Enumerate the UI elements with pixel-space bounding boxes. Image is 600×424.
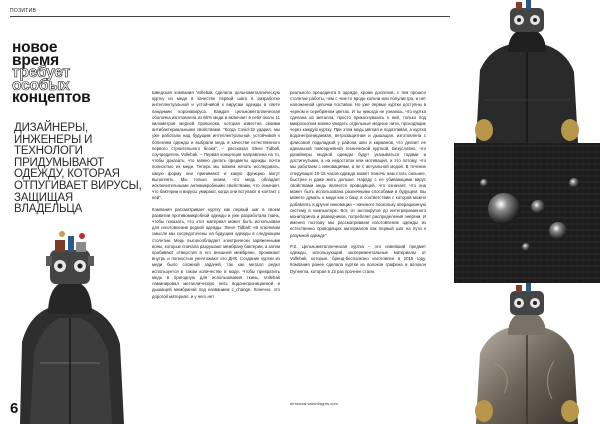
article-paragraph: Компания рассматривает куртку как первый шаг в своем развитии противомикробной одежды и уже разработала ткань, чтобы показать, что этот материал может быть использован для изготовления редкой одежды. Steve Tidball: «В ключевом смысле мы сосредоточены на будущем одежды в следующем столетии. Медь высокообладает электрически заряженными ионы, которые сначала разрушают мембрану бактерии, а затем пробивают отверстия в его внешней мембране, проникают внутрь и полностью уничтожают его ДНК. Создание куртки из меди было сложной задачей, так как металл редко используется в таком количестве в моде. Чтобы превратить медь в пригодную для использования ткань, Vollebak ламинировал металлическую нить водонепроницаемой и дышащей мембраной под названием c_change. Конечно, это дорогой материал, и у него нет [152,206,280,299]
article-paragraph: реального прецедента в одежде, кроме доспехов, с тем прошло столетие работы, чем с чем-то вроде кольчи или популистра, и нет наложенной цепочки поставок. Но уже первые куртки доступны в черном и серебряном цветах. И ты никогда не узнаешь, что куртка сделана из металла, просто прикоснувшись к ней, только под микроскопом можно увидеть отдельные медные нити, проходящие через каждую куртку. При этом медь мягкая и податливая, а куртка водонепроницаемая, ветрозащитная и дышащая, изготовлена с флисовой подкладкой у района шеи и карманов, что делает ее идеальной повседневной технической курткой. Безусловно, что дизайнеры модной одежды будут указываться годами и достигнутыми, а на недостаток или мотивация, и это потому, что мы работаем с инновациями, а не с актуальной модой. В течение следующих 10-15 часов одежда может помочь нам стать сильнее, быстрее и даже жить дольше. Наряду с ее убивающими вирус свойствами медь является проводящей, что означает, что она может быть использована различными способами в будущем. Вы можете думать о меди как о базу, в соответствии с которой можно добавлять и другие инновации – начиного поскольку операционную систему в компьютере. Вот, от экспокругов до интегрированного мониторинга и разведчиков, потребляет распределения энергии. И именно поэтому мы рассматриваем изготовление одежды из естественно проводящих материалов как первый шаг на пути к разумной одежде". [290,90,426,238]
jacket-photo-front [0,222,140,424]
subheadline: ДИЗАЙНЕРЫ, ИНЖЕНЕРЫ И ТЕХНОЛОГИ ПРИДУМЫВАЮТ ОДЕЖДУ, КОТОРАЯ ОТПУГИВАЕТ ВИРУСЫ, ЗАЩИЩАЯ ВЛАДЕЛЬЦА [14,122,142,216]
article-column-1 [152,90,280,305]
article-paragraph: Шведская компания Vollebak сделала цельнометаллическую куртку из меди в качестве первой шага в разработке интеллектуальной и устойчивой к вирусам одежды в свете пандемии коронавируса. Каждая цельнометаллическая оболочка изготовлена из 65% меди и включает в себя около 11 километров медной проволоки, которая известна своими антибактериальными свойствами. "Когда Covid-19 ударил, мы уже работали над будущим интеллектуальной, устойчивой к болезням одежды и выбрали медь в качестве естественного первого строительного блока", – рассказал Steve Tidball, соучредитель Vollebak. – Первая концепция направлена на то, чтобы доказать, что можно делать предметы одежды почти полностью из меди. Теперь мы можем начать исследовать, какую форму они принимают и какую функцию могут выполнять. Мы только знаем, что медь обладает исключительными антимикробными свойствами, что означает, что бактерии и вирусы умирают, когда они вступают в контакт с ней". [152,90,280,201]
headline-line: концептов [12,89,91,106]
headline-line: требует [12,64,70,81]
article-paragraph: P.S. Цельнометаллическая куртка – это новейший предмет одежды, использующий экспериментальные материалы от Vollebak, которые, бренд-бесполезно изготовлен в 2015 году. Компания ранее сделала куртки из волокон графена и волокон Dyneema, которая в 15 раз прочнее стали. [290,243,426,274]
headline-line: новое [12,39,58,56]
jacket-photo-silver [454,283,600,424]
fabric-closeup-photo [454,143,600,283]
source-credit: источник www.dsgnrs.com [290,401,338,406]
headline [12,39,142,106]
article-column-2 [290,90,426,280]
page-number: 6 [10,400,19,417]
header-divider [10,16,450,17]
headline-line: время [12,51,59,69]
headline-line: особых [12,76,70,94]
section-label: ПОЗИТИВ [10,8,37,14]
jacket-photo-black [454,0,600,143]
